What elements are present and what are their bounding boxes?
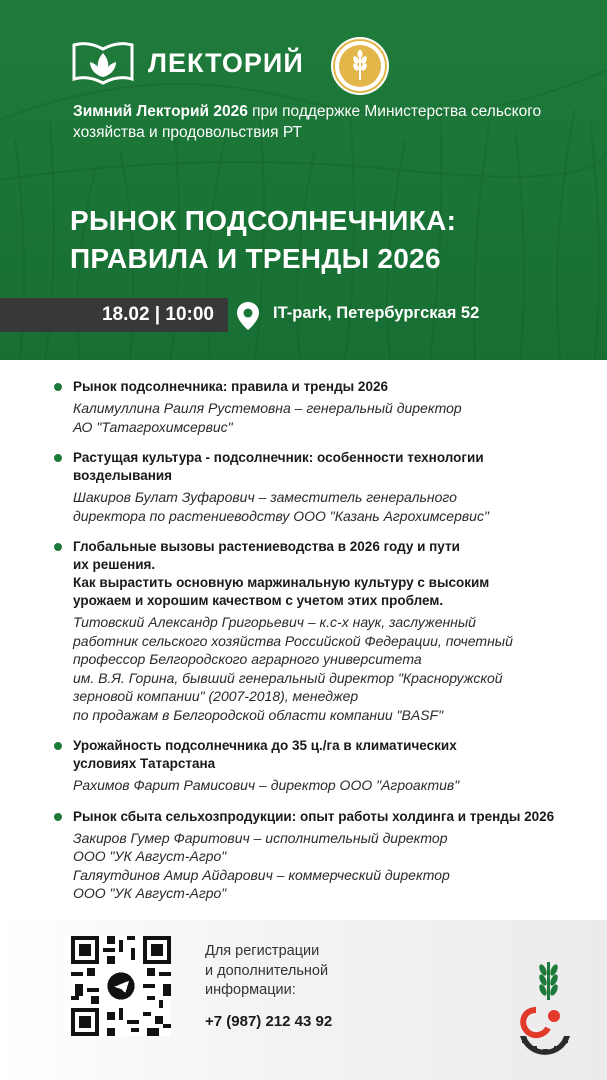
program-item xyxy=(54,737,594,795)
bullet-dot xyxy=(54,383,62,391)
bullet-dot xyxy=(54,543,62,551)
subtitle-support-text: при поддержке Министерства сельского хозяйства и продовольствия РТ xyxy=(73,103,542,141)
title-line-1: РЫНОК ПОДСОЛНЕЧНИКА: xyxy=(70,205,457,236)
location-pin-icon xyxy=(236,301,260,331)
event-datetime: 18.02 | 10:00 xyxy=(0,298,228,332)
event-subtitle xyxy=(73,101,543,143)
book-leaf-logo-icon xyxy=(70,37,136,87)
program-item xyxy=(54,378,594,436)
program-item xyxy=(54,449,594,525)
bullet-dot xyxy=(54,454,62,462)
talk-title: Глобальные вызовы растениеводства в 2026 году и пути их решения. Как вырастить основную маржинальную культуру с высоким урожаем и хорошим качеством с учетом этих проблем. xyxy=(73,539,490,608)
bullet-dot xyxy=(54,742,62,750)
program-item xyxy=(54,808,594,903)
talk-speaker: Рахимов Фарит Рамисович – директор ООО "Агроактив" xyxy=(73,777,460,793)
talk-title: Растущая культура - подсолнечник: особенности технологии возделывания xyxy=(73,450,484,483)
contact-phone[interactable]: +7 (987) 212 43 92 xyxy=(205,1013,333,1030)
talk-title: Рынок подсолнечника: правила и тренды 2026 xyxy=(73,379,388,394)
talk-title: Урожайность подсолнечника до 35 ц./га в климатических условиях Татарстана xyxy=(73,738,457,771)
ministry-emblem-icon xyxy=(330,36,390,96)
talk-speaker: Закиров Гумер Фаритович – исполнительный директор ООО "УК Август-Агро" Галяутдинов Амир Айдарович – коммерческий директор ООО "УК Август-Агро" xyxy=(73,829,450,901)
subtitle-event-name: Зимний Лекторий 2026 xyxy=(73,103,248,120)
page-title xyxy=(70,202,590,278)
talk-speaker: Шакиров Булат Зуфарович – заместитель генерального директора по растениеводству ООО "Казань Агрохимсервис" xyxy=(73,489,489,524)
program-item xyxy=(54,538,594,724)
talk-speaker: Калимуллина Раиля Рустемовна – генеральный директор АО "Татагрохимсервис" xyxy=(73,400,462,435)
talk-speaker: Титовский Александр Григорьевич – к.с-х наук, заслуженный работник сельского хозяйства Российской Федерации, почетный профессор Белгородского аграрного университета им. В.Я. Горина, бывший генеральный директор "Красноружской зерновой компании" (2007-2018), менеджер по продажам в Белгородской области компании "BASF" xyxy=(73,614,513,723)
program-list xyxy=(54,378,594,916)
event-location: IT-park, Петербургская 52 xyxy=(273,304,480,322)
lektoriy-logo-text: ЛЕКТОРИЙ xyxy=(148,48,304,78)
bullet-dot xyxy=(54,813,62,821)
registration-text: Для регистрации и дополнительной информации: xyxy=(205,943,329,998)
header-banner xyxy=(0,0,607,360)
talk-title: Рынок сбыта сельхозпродукции: опыт работы холдинга и тренды 2026 xyxy=(73,808,555,824)
title-line-2: ПРАВИЛА И ТРЕНДЫ 2026 xyxy=(70,243,441,274)
qr-code-icon[interactable] xyxy=(71,936,171,1036)
organizer-logo-icon xyxy=(514,958,576,1058)
